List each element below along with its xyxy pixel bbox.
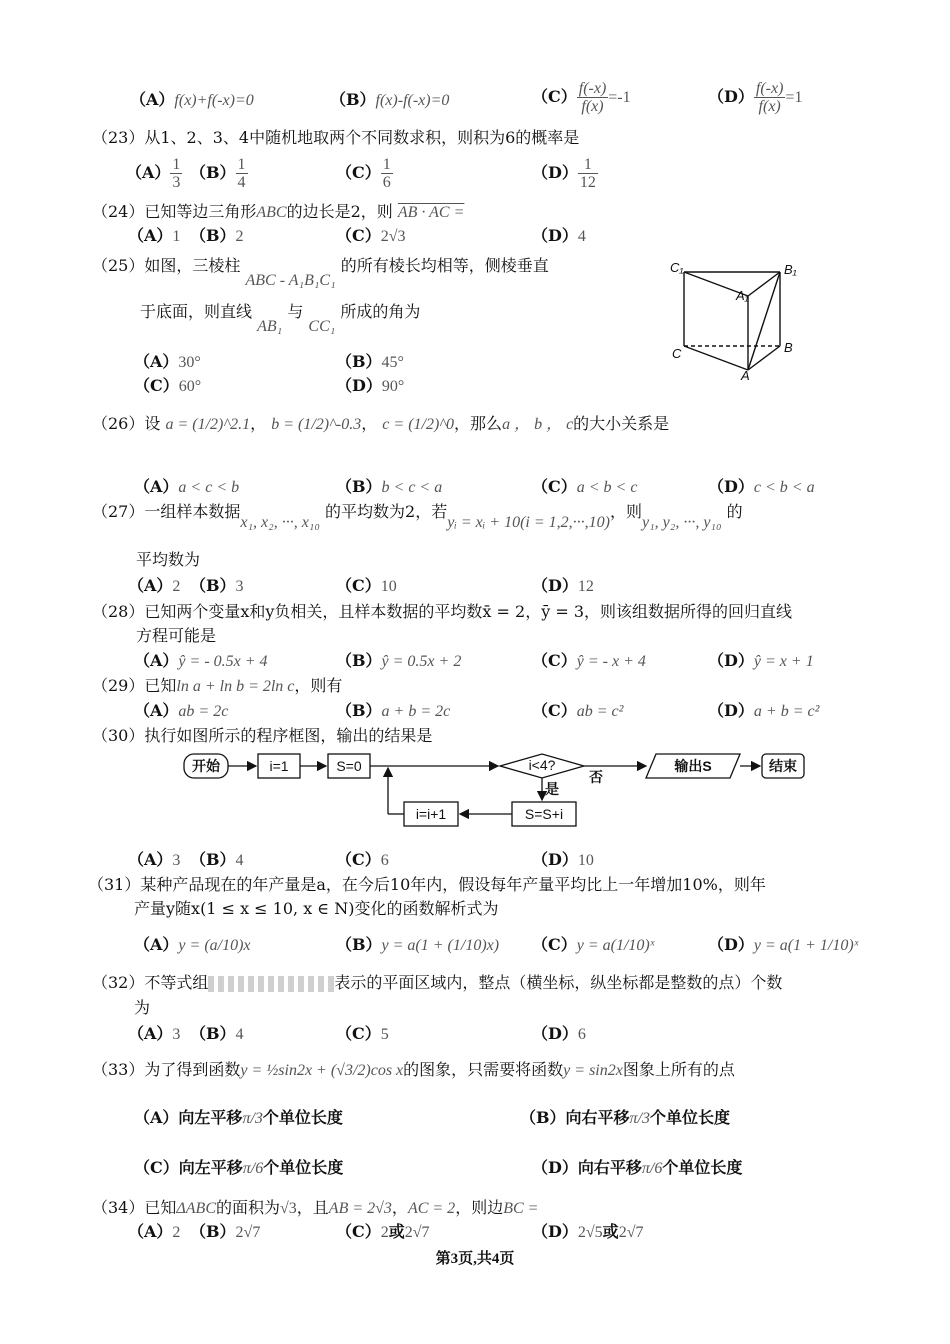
q26-stem: （26）设 a = (1/2)^2.1， b = (1/2)^-0.3， c = (1/2)^0，那么a ， b ， c的大小关系是 xyxy=(92,414,670,433)
q28-stem-line2: 方程可能是 xyxy=(136,626,217,645)
inequality-system-image xyxy=(208,976,334,992)
q32-option-c: （C）5 xyxy=(336,1024,389,1043)
flow-acc: S=S+i xyxy=(524,806,564,822)
q28-option-d: （D）ŷ = x + 1 xyxy=(708,651,814,670)
q23-option-a: （A） $\frac{1}{3}$ xyxy=(126,156,181,191)
flow-yes: 是 xyxy=(545,781,559,797)
q29-option-c: （C）ab = c² xyxy=(532,701,624,720)
q24-option-c: （C）2√3 xyxy=(336,226,406,245)
flow-start: 开始 xyxy=(192,758,220,774)
q26-option-d: （D）c < b < a xyxy=(708,477,815,496)
q30-option-c: （C）6 xyxy=(336,850,389,869)
q29-stem: （29）已知ln a + ln b = 2ln c，则有 xyxy=(92,676,343,695)
q22-option-c: （C） $\frac{f(-x)}{f(x)}$ =-1 xyxy=(532,80,631,115)
flow-init-s: S=0 xyxy=(336,758,362,774)
q25-stem-line2: 于底面，则直线 AB₁ 与 CC₁ 所成的角为 xyxy=(140,302,421,335)
q32-option-d: （D）6 xyxy=(532,1024,586,1043)
q26-option-c: （C）a < b < c xyxy=(532,477,638,496)
label-c1: C₁ xyxy=(670,260,684,275)
label-c: C xyxy=(672,346,682,361)
label-a1: A₁ xyxy=(736,288,749,303)
flow-end: 结束 xyxy=(769,758,797,774)
q34-option-d: （D）2√5或2√7 xyxy=(532,1222,644,1241)
q30-option-b: （B）4 xyxy=(190,850,244,869)
q27-stem-line2: 平均数为 xyxy=(136,550,201,569)
q33-option-b: （B）向右平移π/3个单位长度 xyxy=(520,1108,731,1127)
q32-stem-line2: 为 xyxy=(134,998,151,1017)
q34-stem: （34）已知ΔABC的面积为√3，且AB = 2√3，AC = 2，则边BC = xyxy=(92,1198,539,1217)
label-b: B xyxy=(784,340,793,355)
prism-figure xyxy=(664,258,804,382)
q23-option-d: （D） $\frac{1}{12}$ xyxy=(532,156,596,191)
q25-option-a: （A）30° xyxy=(134,352,201,371)
q27-option-b: （B）3 xyxy=(190,576,244,595)
q24-option-a: （A）1 xyxy=(128,226,181,245)
q33-stem: （33）为了得到函数y = ½sin2x + (√3/2)cos x的图象，只需要将函数y = sin2x图象上所有的点 xyxy=(92,1060,735,1079)
flow-output: 输出S xyxy=(674,758,712,774)
q34-option-a: （A）2 xyxy=(128,1222,181,1241)
q29-option-b: （B）a + b = 2c xyxy=(336,701,451,720)
q23-option-c: （C） $\frac{1}{6}$ xyxy=(336,156,391,191)
flowchart xyxy=(178,748,838,832)
label-a: A xyxy=(741,368,750,382)
q27-option-a: （A）2 xyxy=(128,576,181,595)
q31-option-a: （A）y = (a/10)x xyxy=(134,935,251,954)
q28-option-a: （A）ŷ = - 0.5x + 4 xyxy=(134,651,268,670)
q23-option-b: （B） $\frac{1}{4}$ xyxy=(190,156,246,191)
q34-option-c: （C）2或2√7 xyxy=(336,1222,430,1241)
q24-option-b: （B）2 xyxy=(190,226,244,245)
q31-option-c: （C）y = a(1/10)ˣ xyxy=(532,935,655,954)
q26-option-b: （B）b < c < a xyxy=(336,477,443,496)
flow-cond: i<4? xyxy=(528,757,556,773)
q25-option-d: （D）90° xyxy=(336,376,405,395)
q23-stem: （23）从1、2、3、4中随机地取两个不同数求积，则积为6的概率是 xyxy=(92,128,580,147)
q32-option-a: （A）3 xyxy=(128,1024,181,1043)
q28-option-b: （B）ŷ = 0.5x + 2 xyxy=(336,651,462,670)
q31-option-d: （D）y = a(1 + 1/10)ˣ xyxy=(708,935,859,954)
q31-stem-line2: 产量y随x(1 ≤ x ≤ 10, x ∈ N)变化的函数解析式为 xyxy=(134,899,499,918)
q33-option-d: （D）向右平移π/6个单位长度 xyxy=(532,1158,743,1177)
q25-option-c: （C）60° xyxy=(134,376,202,395)
flow-init-i: i=1 xyxy=(269,758,289,774)
q32-option-b: （B）4 xyxy=(190,1024,244,1043)
q32-stem: （32）不等式组 表示的平面区域内，整点（横坐标，纵坐标都是整数的点）个数 xyxy=(92,973,783,992)
q30-stem: （30）执行如图所示的程序框图，输出的结果是 xyxy=(92,726,433,745)
q31-option-b: （B）y = a(1 + (1/10)x) xyxy=(336,935,500,954)
q31-stem: （31）某种产品现在的年产量是a，在今后10年内，假设每年产量平均比上一年增加10%，则年 xyxy=(88,875,766,894)
label-b1: B₁ xyxy=(784,262,797,277)
flow-no: 否 xyxy=(589,769,603,785)
q24-stem: （24）已知等边三角形ABC的边长是2，则 AB · AC = xyxy=(92,202,465,221)
q34-option-b: （B）2√7 xyxy=(190,1222,261,1241)
q28-option-c: （C）ŷ = - x + 4 xyxy=(532,651,646,670)
q24-option-d: （D）4 xyxy=(532,226,586,245)
q25-stem-line1: （25）如图，三棱柱 ABC - A₁B₁C₁ 的所有棱长均相等，侧棱垂直 xyxy=(92,256,549,289)
q30-option-a: （A）3 xyxy=(128,850,181,869)
q25-option-b: （B）45° xyxy=(336,352,404,371)
page-footer: 第3页,共4页 xyxy=(435,1251,515,1267)
q29-option-d: （D）a + b = c² xyxy=(708,701,820,720)
q26-option-a: （A）a < c < b xyxy=(134,477,240,496)
q33-option-a: （A）向左平移π/3个单位长度 xyxy=(134,1108,343,1127)
q27-stem: （27）一组样本数据x₁, x₂, ···, x₁₀ 的平均数为2，若yᵢ = xᵢ + 10(i = 1,2,···,10)，则y₁, y₂, ···, y₁₀ 的 xyxy=(92,502,743,531)
q22-option-d: （D） $\frac{f(-x)}{f(x)}$ =1 xyxy=(708,80,803,115)
q33-option-c: （C）向左平移π/6个单位长度 xyxy=(134,1158,344,1177)
q30-option-d: （D）10 xyxy=(532,850,594,869)
q27-option-d: （D）12 xyxy=(532,576,594,595)
q29-option-a: （A）ab = 2c xyxy=(134,701,229,720)
flow-inc: i=i+1 xyxy=(415,806,447,822)
q22-option-a: （A）f(x)+f(-x)=0 xyxy=(130,90,254,109)
q27-option-c: （C）10 xyxy=(336,576,397,595)
q22-option-b: （B）f(x)-f(-x)=0 xyxy=(330,90,450,109)
q28-stem: （28）已知两个变量x和y负相关，且样本数据的平均数x̄ = 2，ȳ = 3，则该组数据所得的回归直线 xyxy=(92,602,793,621)
